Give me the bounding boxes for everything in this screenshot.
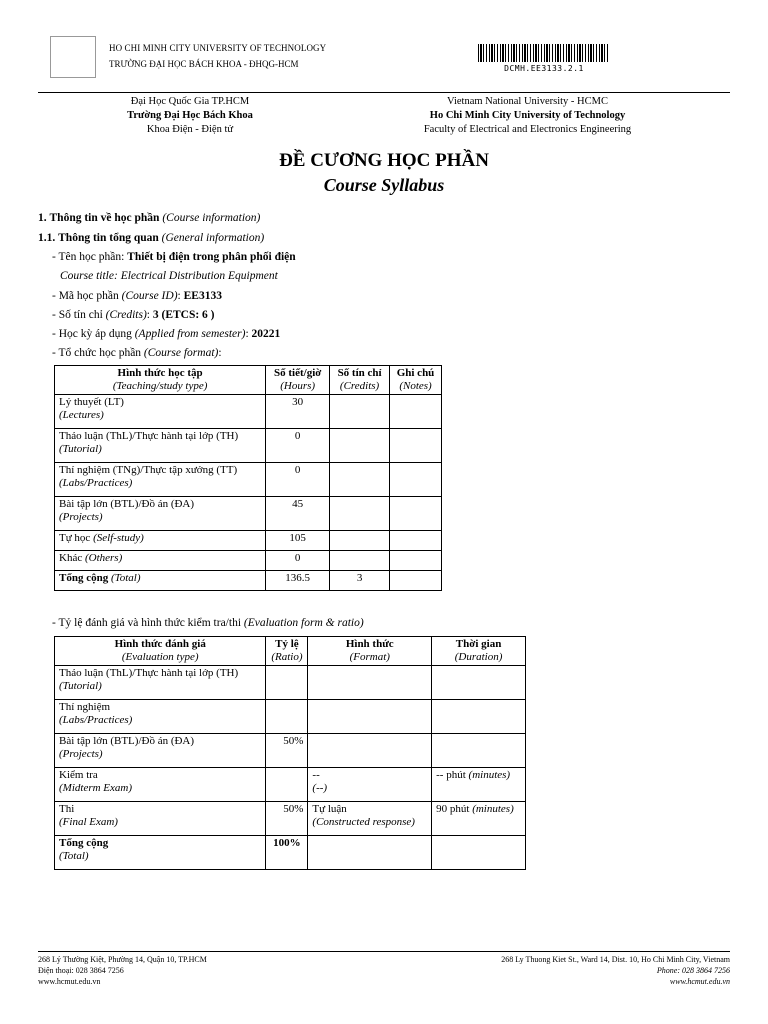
table-header-row: [55, 637, 526, 666]
duration-cell: -- phút (minutes): [432, 768, 526, 802]
credits-cell: [330, 395, 390, 429]
footer-divider: [38, 951, 730, 952]
table-row: [55, 551, 442, 571]
notes-cell: [390, 395, 442, 429]
table-row: [55, 497, 442, 531]
duration-cell: [432, 734, 526, 768]
ratio-cell: 50%: [266, 734, 308, 768]
ratio-cell: [266, 700, 308, 734]
credits-value: 3 (ETCS: 6 ): [152, 309, 215, 321]
eval-type-cell: Tổng cộng (Total): [55, 836, 266, 870]
ratio-cell: [266, 768, 308, 802]
institution-en: [395, 95, 660, 137]
table-header-row: [55, 366, 442, 395]
institution-line: Vietnam National University - HCMC: [447, 96, 608, 107]
evaluation-label-en: (Evaluation form & ratio): [243, 617, 364, 629]
institution-line: Trường Đại Học Bách Khoa: [127, 110, 253, 121]
institution-line: Khoa Điện - Điện tử: [146, 124, 234, 135]
hours-cell: 105: [266, 531, 330, 551]
table-total-row: [55, 836, 526, 870]
ratio-cell: [266, 666, 308, 700]
institution-line: Faculty of Electrical and Electronics Engineering: [423, 124, 632, 135]
credits-cell: [330, 531, 390, 551]
credits-cell: [330, 429, 390, 463]
footer-left: [38, 954, 338, 987]
table-row: [55, 666, 526, 700]
hours-cell: 0: [266, 463, 330, 497]
course-id: - Mã học phần (Course ID): EE3133: [52, 290, 222, 302]
header-cell: Ghi chú (Notes): [390, 366, 442, 395]
course-semester: - Học kỳ áp dụng (Applied from semester): 20221: [52, 328, 281, 340]
eval-type-cell: Thảo luận (ThL)/Thực hành tại lớp (TH) (Tutorial): [55, 666, 266, 700]
section-title: Thông tin tổng quan: [58, 232, 159, 244]
format-cell: [308, 734, 432, 768]
course-name: [52, 251, 296, 263]
type-cell: Thảo luận (ThL)/Thực hành tại lớp (TH) (Tutorial): [55, 429, 266, 463]
institution-vn: [80, 95, 300, 137]
table-row: [55, 700, 526, 734]
format-cell: [308, 836, 432, 870]
type-cell: Thí nghiệm (TNg)/Thực tập xưởng (TT) (Labs/Practices): [55, 463, 266, 497]
format-cell: -- (--): [308, 768, 432, 802]
format-label-en: (Course format): [143, 347, 219, 359]
duration-cell: [432, 836, 526, 870]
semester-value: 20221: [251, 328, 281, 340]
header-divider: [38, 92, 730, 93]
header-cell: Thời gian (Duration): [432, 637, 526, 666]
header-cell: Hình thức (Format): [308, 637, 432, 666]
course-format-table: [54, 365, 442, 591]
hours-cell: 45: [266, 497, 330, 531]
credits-cell: 3: [330, 571, 390, 591]
footer-address: 268 Lý Thường Kiệt, Phường 14, Quận 10, TP.HCM: [38, 955, 207, 964]
format-cell: Tự luận (Constructed response): [308, 802, 432, 836]
university-name-vn: TRƯỜNG ĐẠI HỌC BÁCH KHOA - ĐHQG-HCM: [109, 59, 299, 69]
eval-type-cell: Bài tập lớn (BTL)/Đồ án (ĐA) (Projects): [55, 734, 266, 768]
table-row: [55, 531, 442, 551]
header-cell: Hình thức đánh giá (Evaluation type): [55, 637, 266, 666]
page-subtitle: Course Syllabus: [323, 175, 445, 195]
table-row: [55, 463, 442, 497]
evaluation-label-vn: - Tỷ lệ đánh giá và hình thức kiểm tra/thi: [52, 617, 242, 629]
notes-cell: [390, 463, 442, 497]
format-label: - Tổ chức học phần: [52, 347, 142, 359]
credits-cell: [330, 551, 390, 571]
header-cell: Tỷ lệ (Ratio): [266, 637, 308, 666]
hours-cell: 136.5: [266, 571, 330, 591]
course-id-label-en: (Course ID): [121, 290, 178, 302]
table-row: [55, 802, 526, 836]
credits-label: - Số tín chỉ: [52, 309, 103, 321]
type-cell: Tự học (Self-study): [55, 531, 266, 551]
semester-label-en: (Applied from semester): [134, 328, 246, 340]
table-row: [55, 429, 442, 463]
ratio-cell: 100%: [266, 836, 308, 870]
table-row: [55, 768, 526, 802]
table-row: [55, 734, 526, 768]
notes-cell: [390, 551, 442, 571]
header-cell: Hình thức học tập (Teaching/study type): [55, 366, 266, 395]
institution-line: Ho Chi Minh City University of Technology: [429, 110, 626, 121]
format-cell: [308, 700, 432, 734]
hours-cell: 30: [266, 395, 330, 429]
eval-type-cell: Kiểm tra (Midterm Exam): [55, 768, 266, 802]
credits-cell: [330, 463, 390, 497]
type-cell: Bài tập lớn (BTL)/Đồ án (ĐA) (Projects): [55, 497, 266, 531]
barcode: [478, 44, 610, 62]
credits-label-en: (Credits): [105, 309, 147, 321]
page-title: ĐỀ CƯƠNG HỌC PHẦN: [279, 150, 489, 171]
footer-website[interactable]: www.hcmut.edu.vn: [38, 977, 101, 986]
section-title-en: (Course information): [162, 212, 261, 224]
duration-cell: [432, 700, 526, 734]
duration-cell: [432, 666, 526, 700]
table-row: [55, 395, 442, 429]
course-id-label: - Mã học phần: [52, 290, 119, 302]
course-format: - Tổ chức học phần (Course format):: [52, 347, 222, 359]
type-cell: Khác (Others): [55, 551, 266, 571]
university-name-en: HO CHI MINH CITY UNIVERSITY OF TECHNOLOGY: [109, 43, 327, 53]
institution-line: Đại Học Quốc Gia TP.HCM: [130, 96, 250, 107]
type-cell: Tổng cộng (Total): [55, 571, 266, 591]
course-title-en: Course title: Electrical Distribution Equipment: [60, 270, 278, 282]
footer-address: 268 Ly Thuong Kiet St., Ward 14, Dist. 10, Ho Chi Minh City, Vietnam: [501, 955, 730, 964]
eval-type-cell: Thi (Final Exam): [55, 802, 266, 836]
section-title-en: (General information): [161, 232, 265, 244]
section-number: 1.: [38, 212, 47, 224]
evaluation-label: [52, 617, 364, 629]
format-cell: [308, 666, 432, 700]
course-name-value: Thiết bị điện trong phân phối điện: [127, 251, 296, 263]
hours-cell: 0: [266, 551, 330, 571]
ratio-cell: 50%: [266, 802, 308, 836]
evaluation-table: [54, 636, 526, 870]
footer-phone: Điện thoại: 028 3864 7256: [38, 966, 124, 975]
table-total-row: [55, 571, 442, 591]
semester-label: - Học kỳ áp dụng: [52, 328, 132, 340]
footer-phone: Phone: 028 3864 7256: [656, 966, 730, 975]
type-cell: Lý thuyết (LT) (Lectures): [55, 395, 266, 429]
course-credits: - Số tín chỉ (Credits): 3 (ETCS: 6 ): [52, 309, 215, 321]
section-heading-1: [38, 212, 260, 224]
header-cell: Số tiết/giờ (Hours): [266, 366, 330, 395]
hours-cell: 0: [266, 429, 330, 463]
notes-cell: [390, 571, 442, 591]
duration-cell: 90 phút (minutes): [432, 802, 526, 836]
course-name-label: - Tên học phần:: [52, 251, 125, 263]
footer-right: [430, 954, 730, 987]
credits-cell: [330, 497, 390, 531]
eval-type-cell: Thí nghiệm (Labs/Practices): [55, 700, 266, 734]
footer-website[interactable]: www.hcmut.edu.vn: [669, 977, 730, 986]
section-heading-1-1: [38, 232, 264, 244]
notes-cell: [390, 531, 442, 551]
course-id-value: EE3133: [183, 290, 222, 302]
university-logo: [50, 36, 96, 78]
section-number: 1.1.: [38, 232, 56, 244]
document-code: DCMH.EE3133.2.1: [504, 64, 584, 73]
notes-cell: [390, 497, 442, 531]
header-cell: Số tín chỉ (Credits): [330, 366, 390, 395]
section-title: Thông tin về học phần: [49, 212, 160, 224]
notes-cell: [390, 429, 442, 463]
